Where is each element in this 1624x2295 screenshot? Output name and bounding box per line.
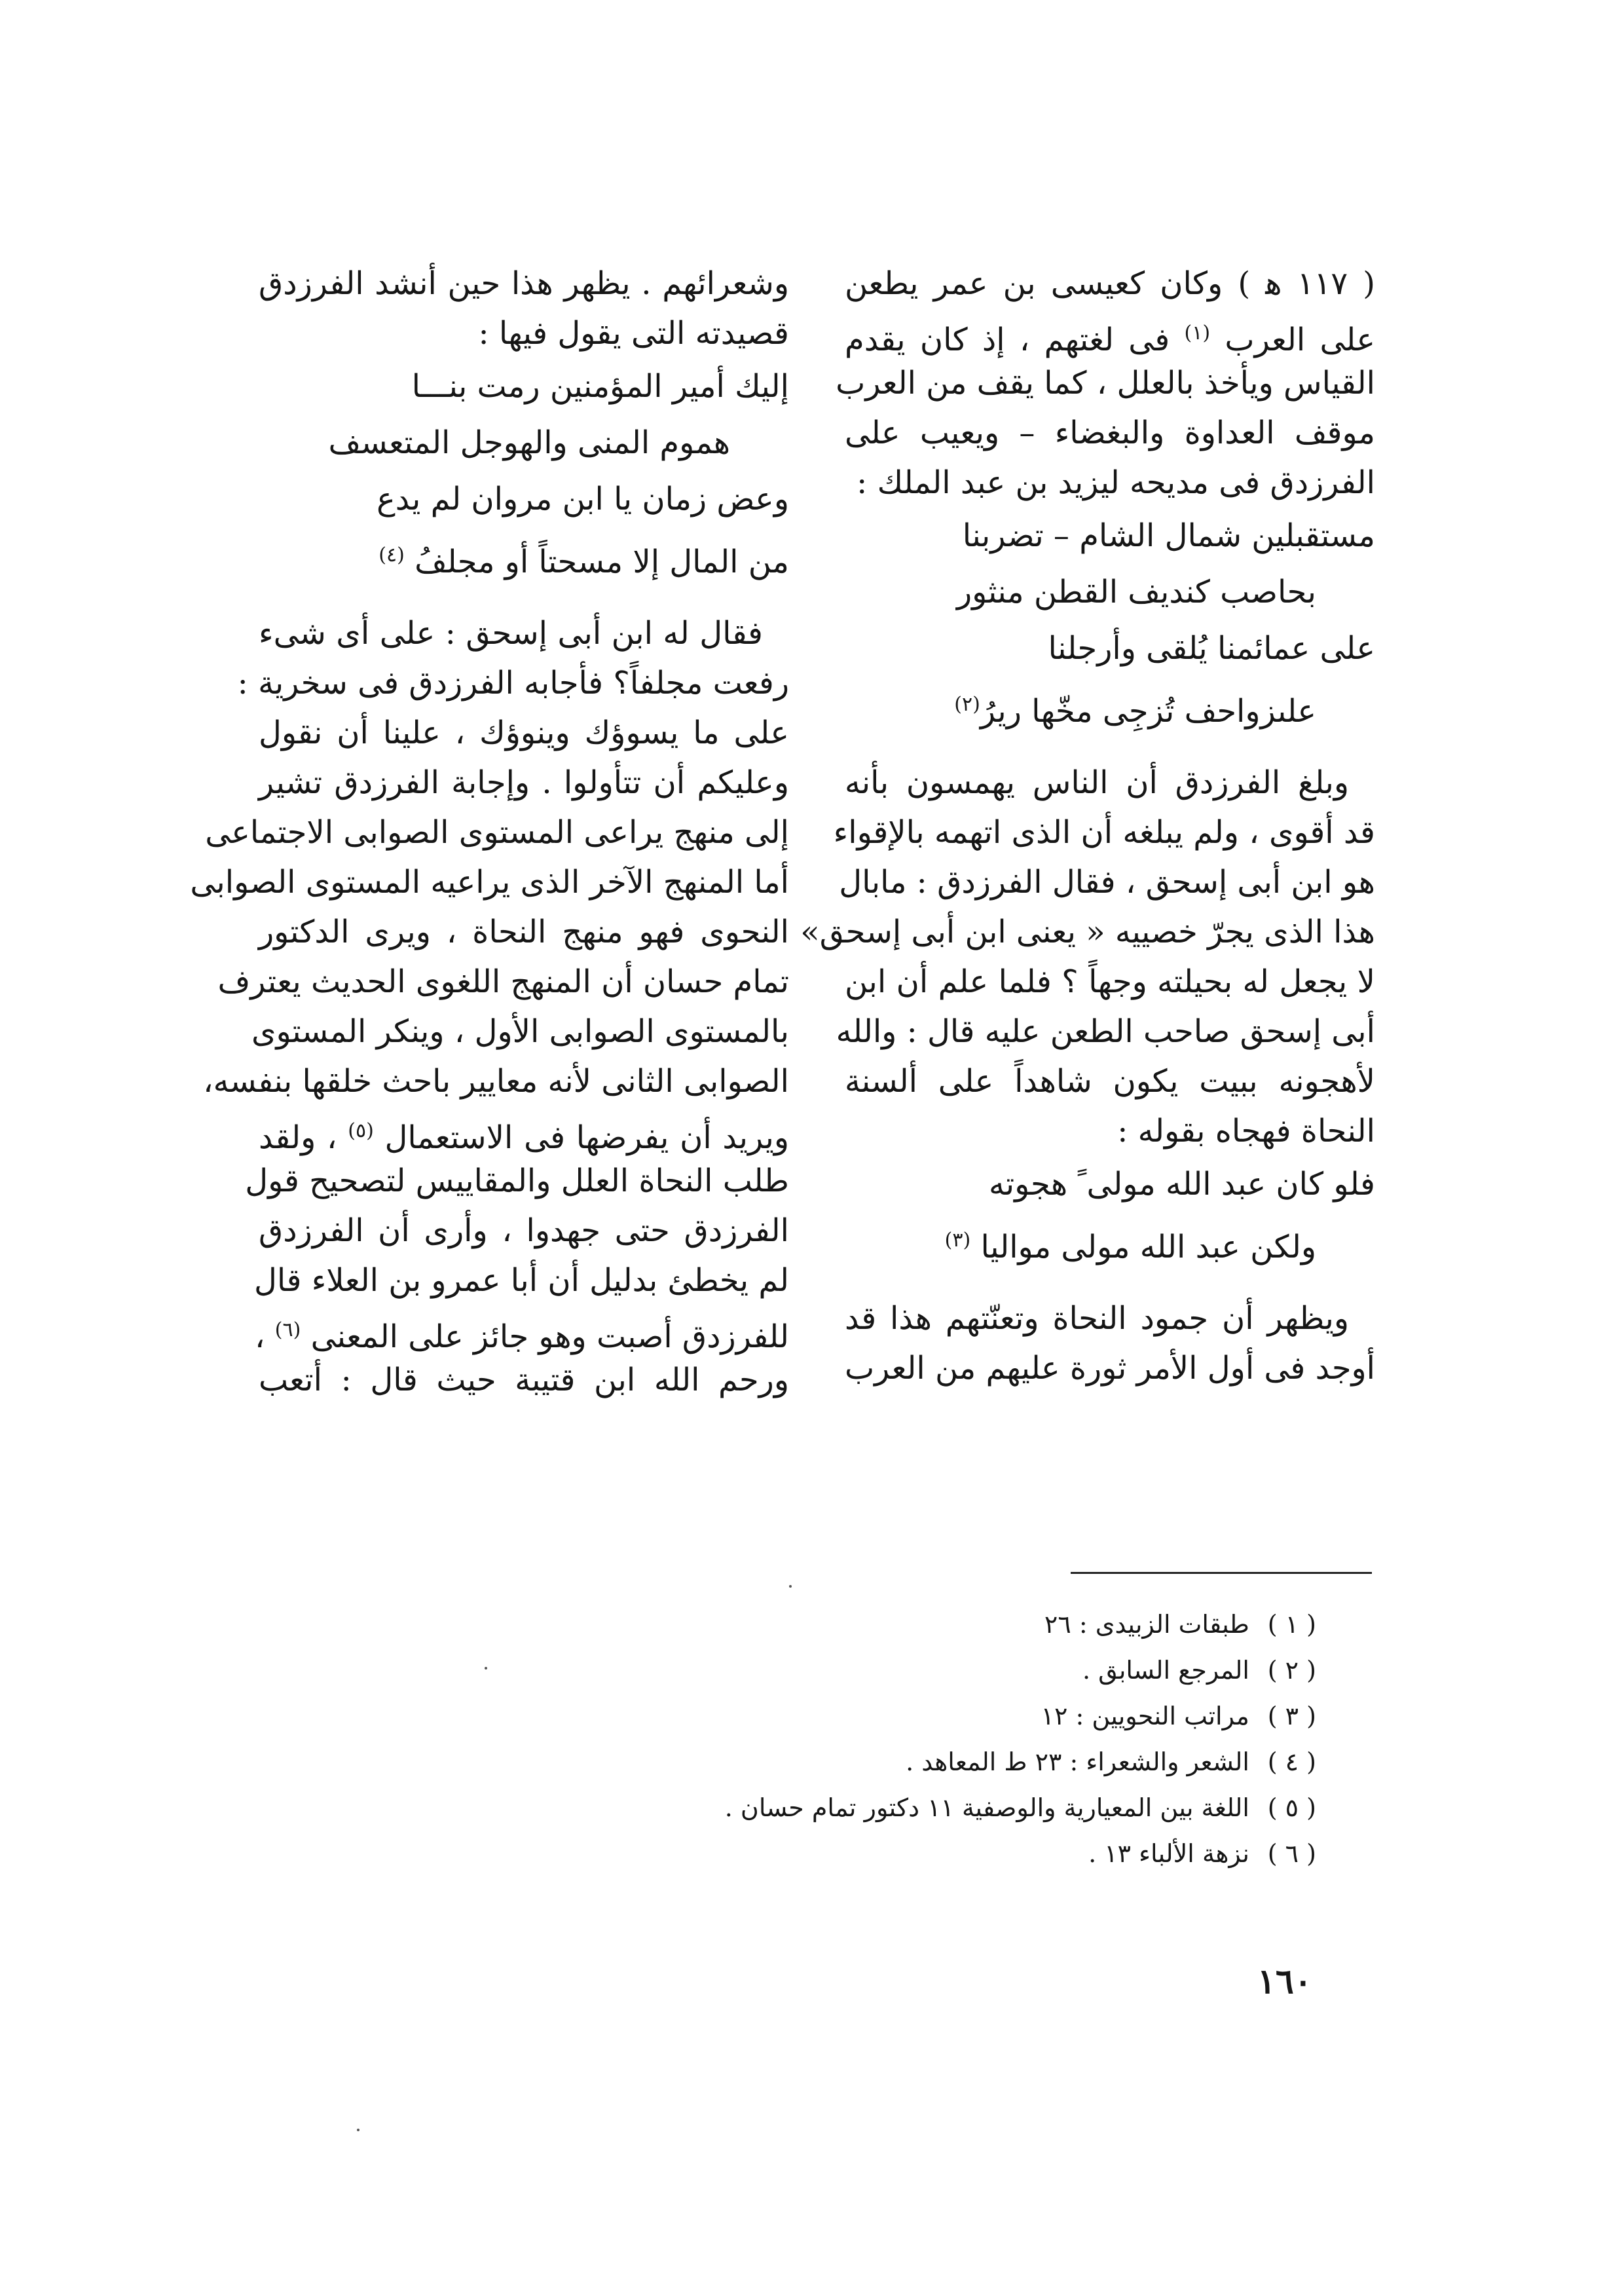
text-line: وبلغ الفرزدق أن الناس يهمسون بأنه: [845, 764, 1349, 801]
text-line: قصيدته التى يقول فيها :: [478, 315, 789, 352]
text-line: للفرزدق أصبت وهو جائز على المعنى $^{(٦)}$ ،: [255, 1318, 789, 1355]
footnote: ( ١ ) طبقات الزبيدى : ٢٦: [1044, 1610, 1316, 1639]
text-line: هذا الذى يجرّ خصييه « يعنى ابن أبى إسحق»: [800, 914, 1375, 950]
text-line: النحاة فهجاه بقوله :: [1117, 1113, 1375, 1149]
footnote: ( ٦ ) نزهة الألباء ١٣ .: [1088, 1839, 1316, 1868]
text-line: الصوابى الثانى لأنه معايير باحث خلقها بنفسه،: [203, 1063, 789, 1100]
verse-line: من المال إلا مسحتاً أو مجلفُ $^{(٤)}$: [378, 544, 789, 580]
text-line: طلب النحاة العلل والمقاييس لتصحيح قول: [245, 1163, 789, 1199]
text-line: لم يخطئ بدليل أن أبا عمرو بن العلاء قال: [253, 1262, 789, 1299]
footnote-ref: (٥): [348, 1119, 374, 1142]
verse-line: هموم المنى والهوجل المتعسف: [328, 424, 730, 461]
footnote: ( ٢ ) المرجع السابق .: [1082, 1656, 1316, 1685]
footnote-separator: [1071, 1572, 1372, 1574]
text-line: القياس ويأخذ بالعلل ، كما يقف من العرب: [836, 365, 1375, 401]
footnote: ( ٥ ) اللغة بين المعيارية والوصفية ١١ دكتور تمام حسان .: [724, 1793, 1316, 1822]
text-line: قد أقوى ، ولم يبلغه أن الذى اتهمه بالإقواء: [833, 814, 1375, 851]
footnote-ref: (١): [1184, 322, 1211, 345]
text-line: لا يجعل له بحيلته وجهاً ؟ فلما علم أن ابن: [845, 963, 1375, 1000]
verse-line: مستقبلين شمال الشام – تضربنا: [962, 517, 1375, 554]
text-line: الفرزدق حتى جهدوا ، وأرى أن الفرزدق: [259, 1212, 789, 1249]
footnote: ( ٣ ) مراتب النحويين : ١٢: [1041, 1702, 1316, 1730]
text-line: ويظهر أن جمود النحاة وتعنّتهم هذا قد: [845, 1300, 1349, 1337]
footnote-ref: (٤): [378, 544, 405, 567]
text-line: ويريد أن يفرضها فى الاستعمال $^{(٥)}$ ، ولقد: [259, 1119, 789, 1156]
text-line: أما المنهج الآخر الذى يراعيه المستوى الصوابى: [190, 864, 789, 901]
left-column: [190, 259, 789, 1405]
right-column: [800, 259, 1376, 1393]
verse-line: فلو كان عبد الله مولى ً هجوته: [989, 1166, 1375, 1203]
footnote-ref: (٣): [944, 1229, 971, 1252]
text-line: أوجد فى أول الأمر ثورة عليهم من العرب: [844, 1350, 1375, 1387]
scan-speck: [485, 1667, 487, 1670]
verse-line: علىزواحف تُزجِى مخّها ريرُ$^{(٢)}$: [954, 693, 1316, 730]
text-line: وشعرائهم . يظهر هذا حين أنشد الفرزدق: [259, 265, 789, 302]
text-line: أبى إسحق صاحب الطعن عليه قال : والله: [836, 1013, 1375, 1050]
footnotes: [720, 1601, 1316, 1876]
verse-line: على عمائمنا يُلقى وأرجلنا: [1048, 630, 1375, 667]
footnote-ref: (٦): [274, 1318, 301, 1341]
text-line: فقال له ابن أبى إسحق : على أى شىء: [259, 615, 763, 652]
footnote: ( ٤ ) الشعر والشعراء : ٢٣ ط المعاهد .: [906, 1747, 1316, 1776]
text-line: الفرزدق فى مديحه ليزيد بن عبد الملك :: [857, 464, 1375, 501]
scan-speck: [789, 1585, 792, 1588]
footnote-ref: (٢): [954, 693, 980, 716]
verse-line: إليك أمير المؤمنين رمت بنـــا: [411, 368, 789, 405]
verse-line: وعض زمان يا ابن مروان لم يدع: [377, 481, 789, 517]
page-number: ١٦٠: [1257, 1962, 1312, 2002]
text-line: وعليكم أن تتأولوا . وإجابة الفرزدق تشير: [259, 764, 789, 801]
text-line: موقف العداوة والبغضاء – ويعيب على: [845, 415, 1375, 451]
text-line: تمام حسان أن المنهج اللغوى الحديث يعترف: [217, 963, 789, 1000]
scan-speck: [357, 2129, 360, 2131]
text-line: إلى منهج يراعى المستوى الصوابى الاجتماعى: [205, 814, 789, 851]
text-line: ورحم الله ابن قتيبة حيث قال : أتعب: [259, 1362, 789, 1398]
verse-line: ولكن عبد الله مولى مواليا $^{(٣)}$: [944, 1229, 1316, 1265]
text-line: بالمستوى الصوابى الأول ، وينكر المستوى: [251, 1013, 789, 1050]
text-line: على ما يسوؤك وينوؤك ، علينا أن نقول: [259, 715, 789, 751]
text-line: ( ١١٧ ﻫ ) وكان كعيسى بن عمر يطعن: [845, 265, 1376, 302]
text-line: النحوى فهو منهج النحاة ، ويرى الدكتور: [259, 914, 789, 950]
text-line: على العرب $^{(١)}$ فى لغتهم ، إذ كان يقدم: [845, 322, 1375, 358]
text-line: لأهجونه ببيت يكون شاهداً على ألسنة: [845, 1063, 1375, 1100]
verse-line: بحاصب كنديف القطن منثور: [956, 574, 1316, 610]
text-line: رفعت مجلفاً؟ فأجابه الفرزدق فى سخرية :: [237, 665, 789, 701]
text-line: هو ابن أبى إسحق ، فقال الفرزدق : مابال: [839, 864, 1375, 901]
